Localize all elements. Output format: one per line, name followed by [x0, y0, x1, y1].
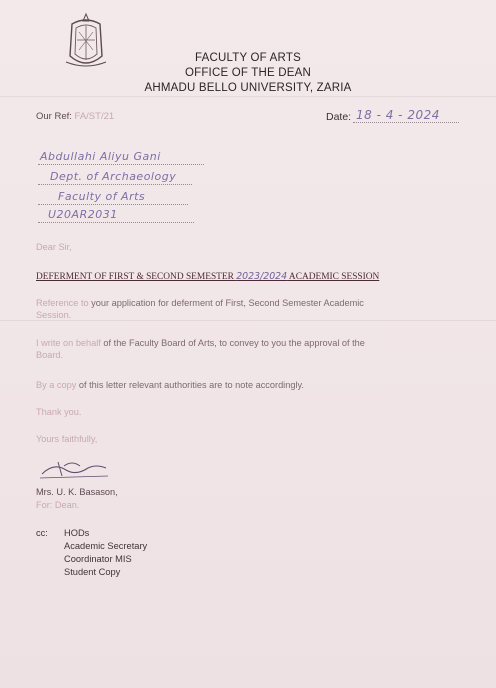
- office-heading: OFFICE OF THE DEAN: [184, 67, 312, 79]
- cc-item: Coordinator MIS: [64, 554, 132, 564]
- addressee-line-3: Faculty of Arts: [58, 190, 146, 203]
- fold-line: [0, 96, 496, 97]
- university-heading: AHMADU BELLO UNIVERSITY, ZARIA: [144, 82, 352, 94]
- address-dots: [38, 204, 188, 205]
- thank-you: Thank you.: [36, 407, 82, 417]
- closing: Yours faithfully,: [36, 434, 98, 444]
- cc-label: cc:: [36, 528, 48, 538]
- paragraph-2: I write on behalf of the Faculty Board of Arts, to convey to you the approval of the Board.: [36, 338, 365, 360]
- paragraph-3: By a copy of this letter relevant authorities are to note accordingly.: [36, 380, 304, 390]
- subject-line: DEFERMENT OF FIRST & SECOND SEMESTER 2023/2024 ACADEMIC SESSION: [36, 271, 380, 282]
- signatory-title: For: Dean.: [36, 500, 80, 510]
- address-dots: [38, 164, 204, 165]
- addressee-line-1: Abdullahi Aliyu Gani: [40, 150, 161, 163]
- paragraph-1: Reference to your application for deferment of First, Second Semester Academic Session.: [36, 298, 364, 320]
- signatory-name: Mrs. U. K. Basason,: [36, 487, 118, 497]
- cc-item: Student Copy: [64, 567, 121, 577]
- addressee-line-2: Dept. of Archaeology: [50, 170, 177, 183]
- our-ref: Our Ref: FA/ST/21: [36, 111, 115, 122]
- date-label: Date:: [326, 111, 352, 123]
- date-dotted-line: [353, 122, 459, 123]
- signature: [36, 456, 116, 482]
- address-dots: [38, 184, 192, 185]
- cc-item: HODs: [64, 528, 90, 538]
- salutation: Dear Sir,: [36, 242, 72, 252]
- address-dots: [38, 222, 194, 223]
- date-value: 18 - 4 - 2024: [356, 108, 440, 122]
- cc-item: Academic Secretary: [64, 541, 148, 551]
- faculty-heading: FACULTY OF ARTS: [195, 52, 301, 64]
- addressee-line-4: U20AR2031: [48, 208, 118, 221]
